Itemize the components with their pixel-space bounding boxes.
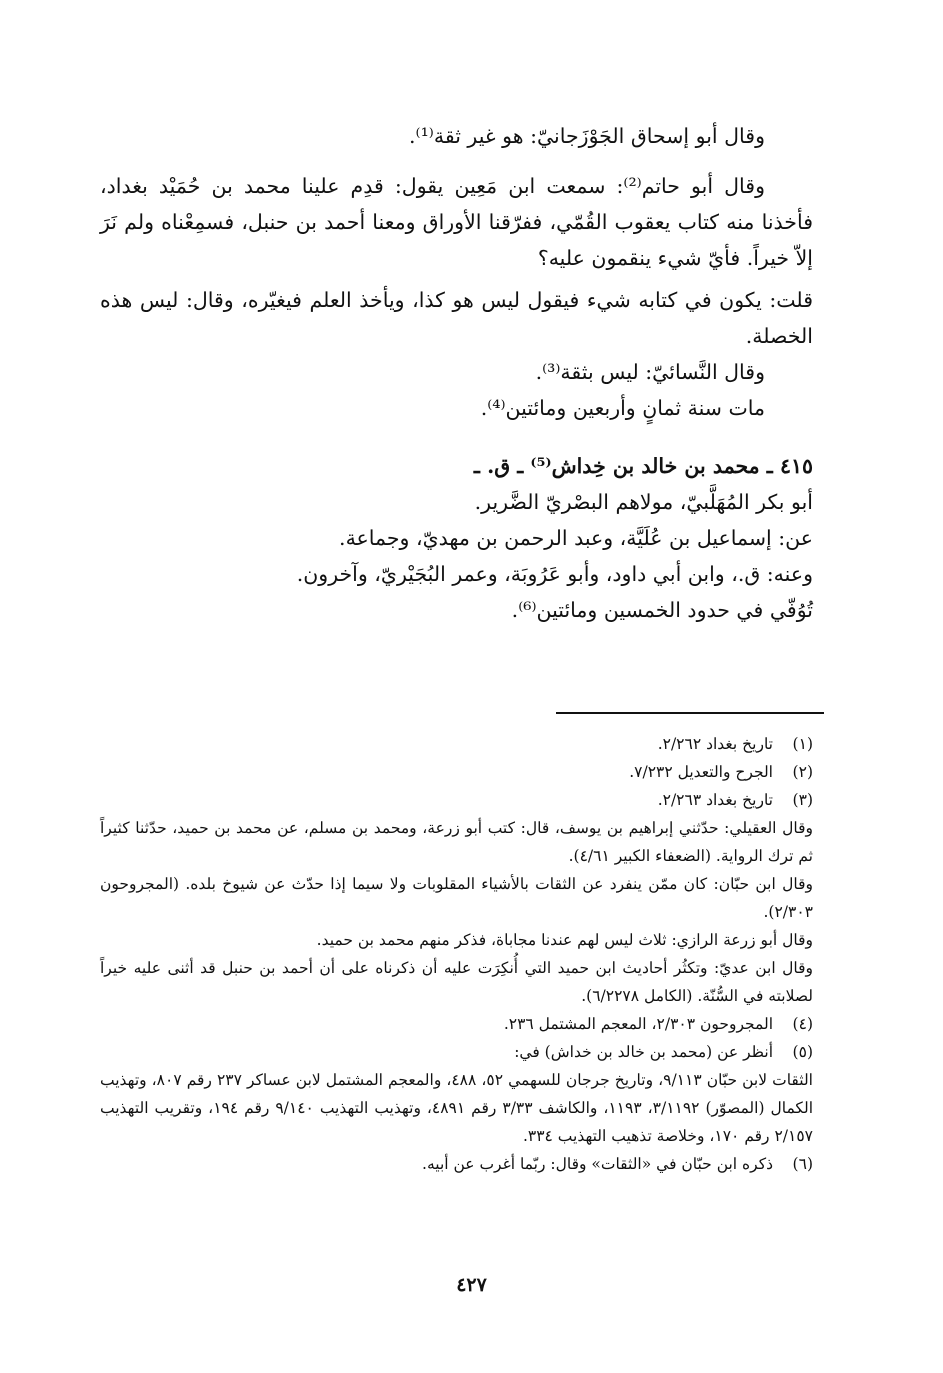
footnote-5 bbox=[100, 1038, 813, 1066]
footnote-3-ibn-adi: وقال ابن عديّ: وتكثُر أحاديث ابن حميد التي أُنكِرَت عليه أن ذكرناه على أن أحمد بن حنبل قد أثنى عليه خيراً لصلابته في السُّنّة. (الكامل ٦/٢٢٧٨). bbox=[100, 959, 813, 1005]
paragraph-nasai: وقال النَّسائيّ: ليس بثقة⁽³⁾. bbox=[535, 360, 765, 384]
entry-students: وعنه: ق.، وابن أبي داود، وأبو عَرُوبَة، وعمر البُجَيْريّ، وآخرون. bbox=[296, 562, 813, 586]
footnote-text: الجرح والتعديل ٧/٢٣٢. bbox=[629, 763, 773, 781]
footnote-number: (٣) bbox=[792, 791, 813, 809]
footnote-text: أنظر عن (محمد بن خالد بن خداش) في: bbox=[514, 1043, 773, 1061]
footnote-text: تاريخ بغداد ٢/٢٦٢. bbox=[657, 735, 773, 753]
entry-death: تُوُفّي في حدود الخمسين ومائتين⁽⁶⁾. bbox=[511, 598, 813, 622]
footnote-number: (٢) bbox=[792, 763, 813, 781]
footnote-number: (٦) bbox=[792, 1155, 813, 1173]
footnote-number: (١) bbox=[792, 735, 813, 753]
footnote-text: ذكره ابن حبّان في «الثقات» وقال: ربّما أغرب عن أبيه. bbox=[422, 1155, 773, 1173]
entry-teachers: عن: إسماعيل بن عُلَيَّة، وعبد الرحمن بن مهديّ، وجماعة. bbox=[339, 526, 813, 550]
footnote-5-sources: الثقات لابن حبّان ٩/١١٣، وتاريخ جرجان للسهمي ٥٢، ٤٨٨، والمعجم المشتمل لابن عساكر ٢٣٧ رقم ٨٠٧، وتهذيب الكمال (المصوّر) ٣/١١٩٢، ١١٩٣، والكاشف ٣/٣٣ رقم ٤٨٩١، وتهذيب التهذيب ٩/١٤٠ رقم ١٩٤، وتقريب التهذيب ٢/١٥٧ رقم ١٧٠، وخلاصة تذهيب التهذيب ٣٣٤. bbox=[100, 1071, 814, 1145]
paragraph-jawzajani: وقال أبو إسحاق الجَوْزَجانيّ: هو غير ثقة⁽¹⁾. bbox=[409, 124, 765, 148]
footnote-3-abu-zura: وقال أبو زرعة الرازي: ثلاث ليس لهم عندنا مجاباة، فذكر منهم محمد بن حميد. bbox=[316, 931, 813, 949]
footnote-4 bbox=[100, 1010, 813, 1038]
footnote-1 bbox=[100, 730, 813, 758]
footnote-6 bbox=[100, 1150, 813, 1178]
footnote-number: (٥) bbox=[792, 1043, 813, 1061]
entry-kunya: أبو بكر المُهَلَّبيّ، مولاهم البصْريّ الضَّرير. bbox=[474, 490, 813, 514]
footnote-divider bbox=[556, 712, 824, 714]
paragraph-qultu: قلت: يكون في كتابه شيء فيقول ليس هو كذا، ويأخذ العلم فيغيّره، وقال: ليس هذه الخصلة. bbox=[100, 288, 813, 348]
footnote-2 bbox=[100, 758, 813, 786]
footnote-3-uqayli: وقال العقيلي: حدّثني إبراهيم بن يوسف، قال: كتب أبو زرعة، ومحمد بن مسلم، عن محمد بن حميد، حدّثنا كثيراً ثم ترك الرواية. (الضعفاء الكبير ٤/٦١). bbox=[100, 819, 813, 865]
footnote-3 bbox=[100, 786, 813, 814]
footnote-text: تاريخ بغداد ٢/٢٦٣. bbox=[657, 791, 773, 809]
main-text bbox=[100, 118, 813, 628]
footnote-number: (٤) bbox=[792, 1015, 813, 1033]
footnote-text: المجروحون ٢/٣٠٣، المعجم المشتمل ٢٣٦. bbox=[503, 1015, 773, 1033]
paragraph-abu-hatim: وقال أبو حاتم⁽²⁾: سمعت ابن مَعِين يقول: قدِم علينا محمد بن حُمَيْد بغداد، فأخذنا منه كتاب يعقوب القُمّي، ففرّقنا الأوراق ومعنا أحمد بن حنبل، فسمِعْناه ولم نَرَ إلاّ خيراً. فأيّ شيء ينقمون عليه؟ bbox=[100, 174, 813, 270]
footnote-3-ibn-hibban: وقال ابن حبّان: كان ممّن ينفرد عن الثقات بالأشياء المقلوبات ولا سيما إذا حدّث عن شيوخ بلده. (المجروحون ٢/٣٠٣). bbox=[100, 875, 813, 921]
entry-title: ٤١٥ ـ محمد بن خالد بن خِداش⁽⁵⁾ ـ ق. ـ bbox=[473, 454, 813, 478]
footnotes bbox=[100, 730, 813, 1178]
page-number: ٤٢٧ bbox=[456, 1274, 487, 1296]
paragraph-death-year: مات سنة ثمانٍ وأربعين ومائتين⁽⁴⁾. bbox=[480, 396, 765, 420]
